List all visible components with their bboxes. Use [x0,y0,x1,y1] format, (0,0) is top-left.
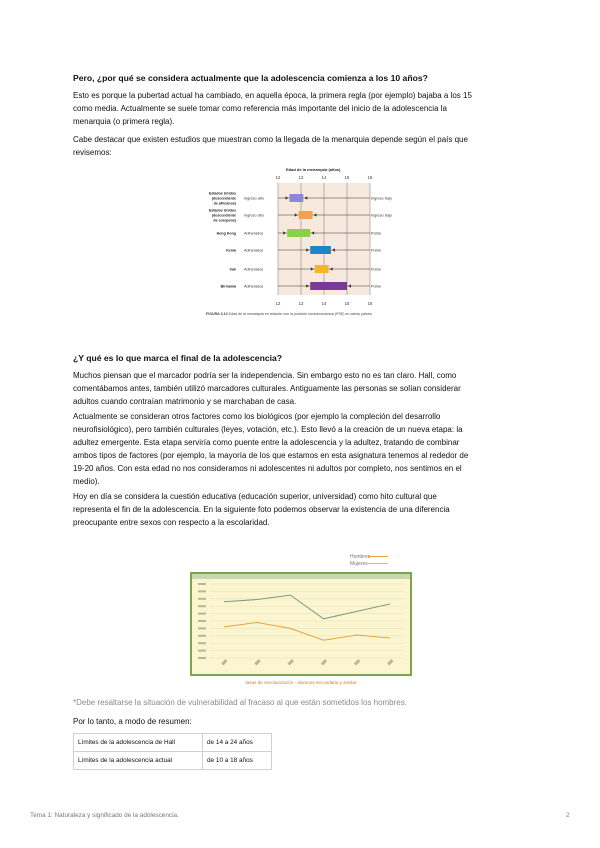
y-tick-mark [198,627,206,629]
left-label: Ingreso alto [244,213,264,218]
text-line: como media. Actualmente se suele tomar como referencia más importante del inicio de la adolescencia la [73,104,447,113]
right-label: Pobre [371,248,382,253]
section1-paragraph1 [73,89,525,128]
section2-paragraph2 [73,410,525,488]
tick-label-bottom: 15 [344,301,350,306]
table-cell-label: Límites de la adolescencia actual [74,752,203,770]
legend-hombres-label: Hombres [350,554,371,560]
y-tick-mark [198,605,206,607]
country-label: de africanos) [213,201,236,206]
tick-label-top: 12 [275,175,281,180]
table-row [74,734,272,752]
summary-table [73,733,272,770]
axis-title: Edad de la menarquia (años) [286,167,341,172]
right-label: Ingreso bajo [371,213,392,218]
caption-text: Edad de la menarquia en relación con la posición socioeconómica (PSE) en varios países. [228,312,373,316]
text-line: Hoy en día se considera la cuestión educativa (educación superior, universidad) como hito cultural que [73,492,437,501]
text-line: menarquia (o primera regla). [73,117,175,126]
left-label: Adinerados [244,231,264,236]
right-label: Pobre [371,231,382,236]
country-label: de europeos) [213,218,236,223]
tick-label-top: 15 [344,175,350,180]
left-label: Ingreso alto [244,196,264,201]
chart-caption: tasas de escolarización - alumnos secundaria y similar [245,680,357,685]
tick-label-bottom: 13 [298,301,304,306]
text-line: 19-20 años. Con esta edad no nos consideramos ni adolescentes ni adultos por completo, nos sentimos en el [73,464,462,473]
tick-label-bottom: 16 [367,301,373,306]
text-line: Muchos piensan que el marcador podría ser la independencia. Sin embargo esto no es tan claro. Hall, como [73,371,457,380]
country-label: (descendiente [211,213,236,218]
y-tick-mark [198,635,206,637]
y-tick-mark [198,642,206,644]
right-label: Pobre [371,267,382,272]
section2-heading: ¿Y qué es lo que marca el final de la adolescencia? [73,353,283,363]
left-label: Adinerados [244,248,264,253]
country-label: (descendiente [211,196,236,201]
footer-title: Tema 1: Naturaleza y significado de la adolescencia. [30,812,179,819]
text-line: adultez emergente. Esta etapa serviría como puente entre la adolescencia y la adultez, tratando de combinar [73,438,460,447]
left-label: Adinerados [244,267,264,272]
text-line: Esto es porque la pubertad actual ha cambiado, en aquella época, la primera regla (por ejemplo) bajaba a los 15 [73,91,472,100]
country-label: Irak [229,267,236,272]
range-bar [299,211,313,219]
y-tick-mark [198,613,206,615]
text-line: neurofisiológico), pero también culturales (leyes, votación, etc.). Esto llevó a la creación de un nueva etapa: la [73,425,463,434]
summary-intro: Por lo tanto, a modo de resumen: [73,717,192,726]
y-tick-mark [198,583,206,585]
tick-label-bottom: 14 [321,301,327,306]
tick-label-top: 16 [367,175,373,180]
table-cell-label: Límites de la adolescencia de Hall [74,734,203,752]
y-tick-mark [198,598,206,600]
y-tick-mark [198,650,206,652]
tick-label-top: 14 [321,175,327,180]
menarche-age-chart [206,165,392,325]
text-line: ambos tipos de factores (por ejemplo, la mayoría de los que estamos en esta asignatura tenemos al rededor de [73,451,469,460]
table-row [74,752,272,770]
y-tick-mark [198,620,206,622]
country-label: Birmania [220,284,236,289]
text-line: Cabe destacar que existen estudios que muestran como la llegada de la menarquia depende según el país que [73,135,468,144]
text-line: preocupante entre sexos con respecto a la escolaridad. [73,518,270,527]
section2-paragraph3 [73,490,525,529]
right-label: Ingreso bajo [371,196,392,201]
y-tick-mark [198,590,206,592]
country-label: Estados Unidos [208,208,236,213]
tick-label-top: 13 [298,175,304,180]
country-label: Estados Unidos [208,191,236,196]
caption-bold: FIGURA 3.10 [206,312,229,316]
table-cell-value: de 14 a 24 años [203,734,272,752]
text-line: adultos cuando contraían matrimonio y se marchaban de casa. [73,397,297,406]
table-cell-value: de 10 a 18 años [203,752,272,770]
text-line: representa el fin de la adolescencia. En la siguiente foto podemos observar la existencia de una diferencia [73,505,450,514]
text-line: medio). [73,477,100,486]
legend-mujeres-label: Mujeres [350,561,368,567]
section1-paragraph2 [73,133,525,159]
range-bar [290,194,304,202]
range-bar [287,229,310,237]
range-bar [315,265,329,273]
y-tick-mark [198,657,206,659]
vulnerability-note: *Debe resaltarse la situación de vulnerabilidad al fracaso al que están sometidos los hombres. [73,698,407,707]
text-line: comentábamos antes, también utilizó marcadores culturales. Antiguamente las personas se solían considerar [73,384,461,393]
chart-title-bar [192,574,410,579]
right-label: Pobre [371,284,382,289]
text-line: revisemos: [73,148,112,157]
schooling-rate-chart [190,548,412,690]
text-line: Actualmente se consideran otros factores como los biológicos (por ejemplo la compleción del desarrollo [73,412,441,421]
country-label: Hong Kong [216,231,236,236]
section1-heading: Pero, ¿por qué se considera actualmente que la adolescencia comienza a los 10 años? [73,73,428,83]
country-label: Kenia [226,248,236,253]
figure-caption [206,312,373,316]
range-bar [310,282,347,290]
tick-label-bottom: 12 [275,301,281,306]
page-number: 2 [566,812,570,819]
left-label: Adinerados [244,284,264,289]
section2-paragraph1 [73,369,525,408]
range-bar [310,246,331,254]
